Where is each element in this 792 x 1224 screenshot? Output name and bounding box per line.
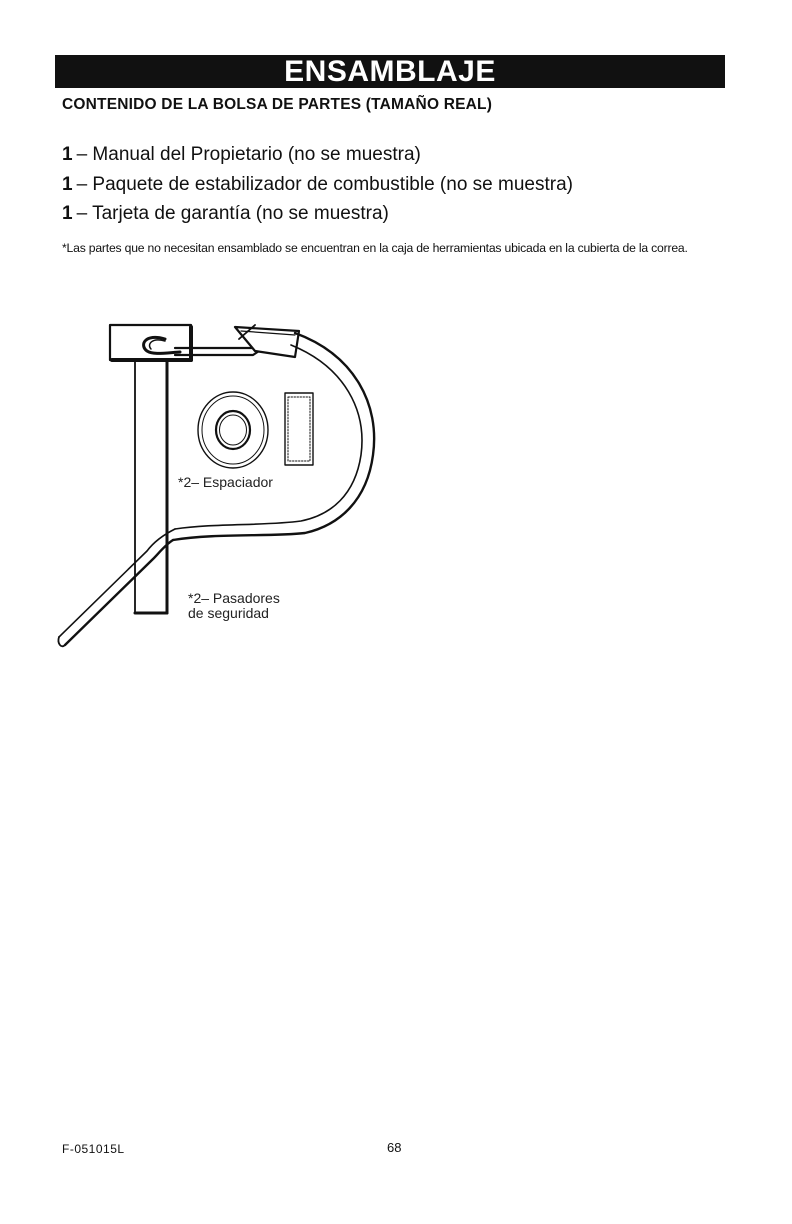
footnote: *Las partes que no necesitan ensamblado se encuentran en la caja de herramientas ubicada en la cubierta de la correa. xyxy=(62,241,688,255)
document-code: F-051015L xyxy=(62,1142,125,1156)
list-item xyxy=(62,170,573,200)
item-quantity: 1 xyxy=(62,144,73,165)
item-quantity: 1 xyxy=(62,203,73,224)
section-heading: CONTENIDO DE LA BOLSA DE PARTES (TAMAÑO REAL) xyxy=(62,96,493,113)
clevis-pin-icon xyxy=(110,325,191,613)
item-text: – Manual del Propietario (no se muestra) xyxy=(76,144,421,165)
spacer-label: *2– Espaciador xyxy=(178,474,273,490)
section-banner xyxy=(55,55,725,88)
spacer-side-icon xyxy=(285,393,313,465)
safety-pins-label-line1: *2– Pasadores xyxy=(188,590,280,606)
item-text: – Paquete de estabilizador de combustible (no se muestra) xyxy=(76,173,573,195)
item-text: – Tarjeta de garantía (no se muestra) xyxy=(76,203,389,224)
list-item xyxy=(62,199,573,229)
page-number: 68 xyxy=(387,1140,402,1155)
safety-pins-label-line2: de seguridad xyxy=(188,605,269,621)
safety-pins-label xyxy=(188,591,280,621)
list-item xyxy=(62,140,573,170)
item-quantity: 1 xyxy=(62,173,73,195)
parts-list xyxy=(62,140,573,229)
banner-title: ENSAMBLAJE xyxy=(284,55,496,88)
spacer-washer-icon xyxy=(198,392,268,468)
